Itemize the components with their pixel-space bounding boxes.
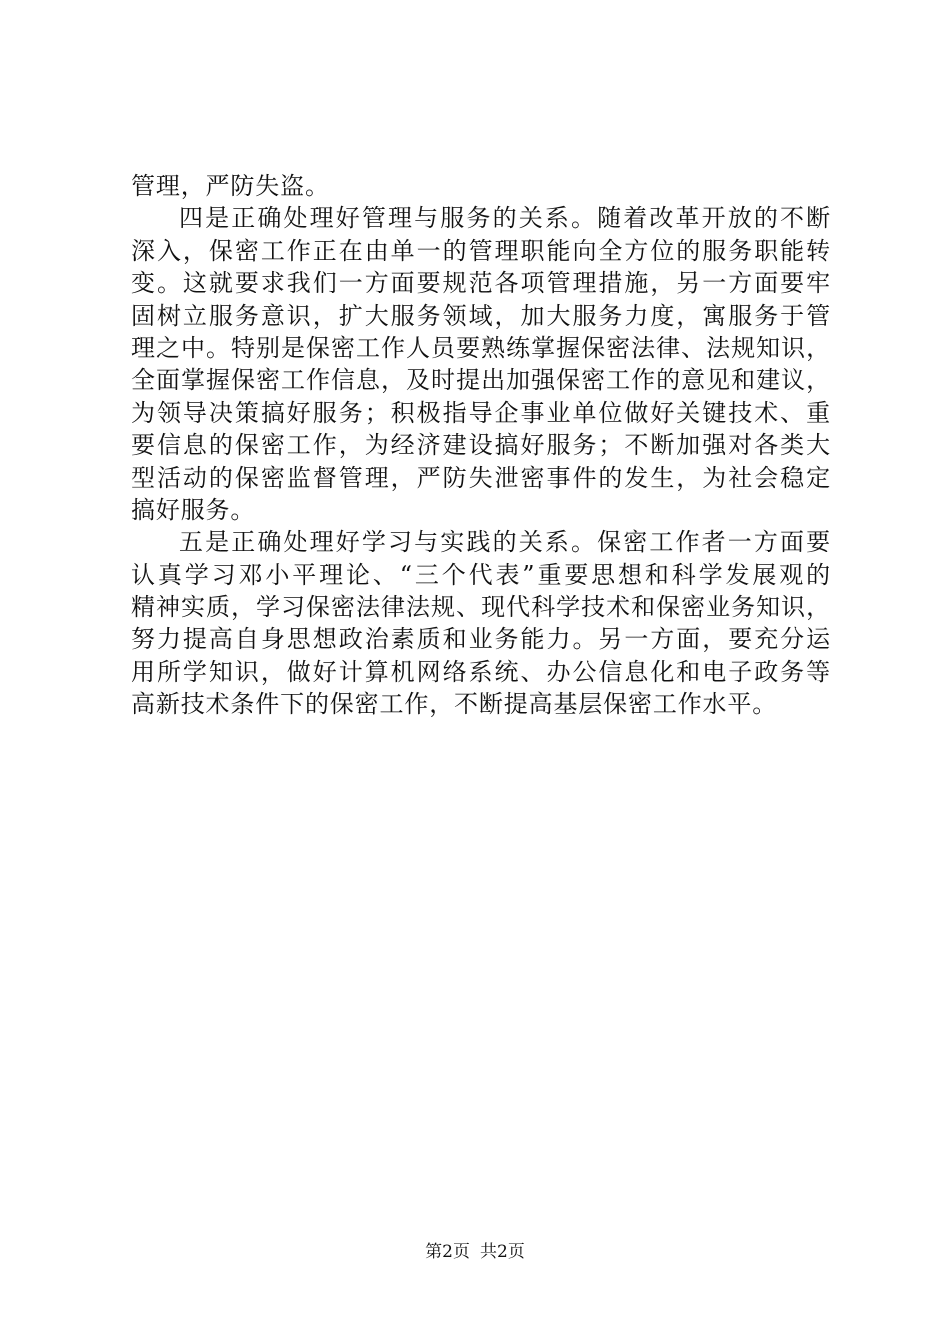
body-line: 努力提高自身思想政治素质和业务能力。另一方面，要充分运 — [131, 625, 831, 654]
body-line: 固树立服务意识，扩大服务领域，加大服务力度，寓服务于管 — [131, 301, 831, 330]
body-line: 型活动的保密监督管理，严防失泄密事件的发生，为社会稳定 — [131, 463, 831, 492]
body-line: 认真学习邓小平理论、“三个代表”重要思想和科学发展观的 — [131, 560, 831, 589]
body-line: 要信息的保密工作，为经济建设搞好服务；不断加强对各类大 — [131, 431, 831, 460]
document-body — [131, 170, 831, 721]
page-number: 第2页 — [425, 1242, 470, 1262]
body-line: 搞好服务。 — [131, 495, 256, 524]
body-line: 精神实质，学习保密法律法规、现代科学技术和保密业务知识， — [131, 593, 831, 622]
body-line: 深入，保密工作正在由单一的管理职能向全方位的服务职能转 — [131, 236, 831, 265]
paragraph-four-start: 四是正确处理好管理与服务的关系。随着改革开放的不断 — [179, 204, 831, 233]
paragraph-five-start: 五是正确处理好学习与实践的关系。保密工作者一方面要 — [179, 528, 831, 557]
body-line: 高新技术条件下的保密工作，不断提高基层保密工作水平。 — [131, 690, 778, 719]
body-line: 变。这就要求我们一方面要规范各项管理措施，另一方面要牢 — [131, 269, 831, 298]
page-total: 共2页 — [480, 1242, 525, 1262]
body-line: 为领导决策搞好服务；积极指导企事业单位做好关键技术、重 — [131, 398, 831, 427]
body-line: 用所学知识，做好计算机网络系统、办公信息化和电子政务等 — [131, 657, 831, 686]
body-line: 管理，严防失盗。 — [131, 172, 330, 200]
page-footer — [0, 1242, 950, 1262]
body-line: 全面掌握保密工作信息，及时提出加强保密工作的意见和建议， — [131, 366, 831, 395]
body-line: 理之中。特别是保密工作人员要熟练掌握保密法律、法规知识， — [131, 333, 831, 362]
